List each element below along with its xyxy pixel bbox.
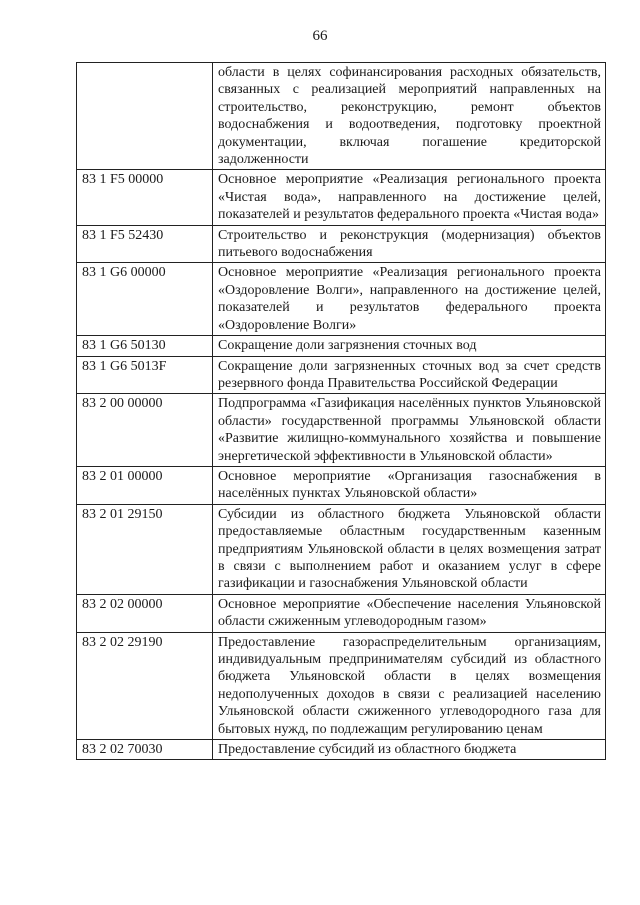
table-row xyxy=(77,504,606,594)
description-cell: Основное мероприятие «Обеспечение населения Ульяновской области сжиженным углеводородным газом» xyxy=(213,594,606,632)
table-row xyxy=(77,356,606,394)
description-cell: Сокращение доли загрязнения сточных вод xyxy=(213,336,606,356)
table-row xyxy=(77,63,606,170)
description-cell: Субсидии из областного бюджета Ульяновской области предоставляемые областным государственным казенным предприятиям Ульяновской области в целях возмещения затрат в связи с выполнением работ и оказанием услуг в сфере газификации и газоснабжения Ульяновской области xyxy=(213,504,606,594)
code-cell: 83 2 01 29150 xyxy=(77,504,213,594)
table-row xyxy=(77,225,606,263)
description-cell: Подпрограмма «Газификация населённых пунктов Ульяновской области» государственной программы Ульяновской области «Развитие жилищно-коммунального хозяйства и повышение энергетической эффективности в Ульяновской области» xyxy=(213,394,606,467)
table-row xyxy=(77,394,606,467)
code-cell: 83 2 01 00000 xyxy=(77,466,213,504)
code-cell: 83 1 G6 5013F xyxy=(77,356,213,394)
table-row xyxy=(77,263,606,336)
description-cell: Сокращение доли загрязненных сточных вод за счет средств резервного фонда Правительства Российской Федерации xyxy=(213,356,606,394)
table-row xyxy=(77,466,606,504)
description-cell: области в целях софинансирования расходных обязательств, связанных с реализацией мероприятий направленных на строительство, реконструкцию, ремонт объектов водоснабжения и водоотведения, подготовку проектной документации, включая погашение кредиторской задолженности xyxy=(213,63,606,170)
code-cell: 83 1 F5 52430 xyxy=(77,225,213,263)
table-row xyxy=(77,336,606,356)
code-cell: 83 1 G6 50130 xyxy=(77,336,213,356)
table-row xyxy=(77,740,606,760)
description-cell: Основное мероприятие «Реализация регионального проекта «Оздоровление Волги», направленного на достижение целей, показателей и результатов федерального проекта «Оздоровление Волги» xyxy=(213,263,606,336)
code-cell: 83 2 02 00000 xyxy=(77,594,213,632)
description-cell: Строительство и реконструкция (модернизация) объектов питьевого водоснабжения xyxy=(213,225,606,263)
table-body xyxy=(77,63,606,760)
table-row xyxy=(77,632,606,739)
description-cell: Предоставление субсидий из областного бюджета xyxy=(213,740,606,760)
description-cell: Основное мероприятие «Организация газоснабжения в населённых пунктах Ульяновской области» xyxy=(213,466,606,504)
page-number: 66 xyxy=(312,28,328,44)
code-cell xyxy=(77,63,213,170)
table-row xyxy=(77,170,606,225)
code-cell: 83 2 02 70030 xyxy=(77,740,213,760)
code-cell: 83 1 G6 00000 xyxy=(77,263,213,336)
description-cell: Основное мероприятие «Реализация регионального проекта «Чистая вода», направленного на достижение целей, показателей и результатов федерального проекта «Чистая вода» xyxy=(213,170,606,225)
code-cell: 83 2 02 29190 xyxy=(77,632,213,739)
code-cell: 83 2 00 00000 xyxy=(77,394,213,467)
code-cell: 83 1 F5 00000 xyxy=(77,170,213,225)
table-row xyxy=(77,594,606,632)
budget-classification-table xyxy=(76,62,606,760)
description-cell: Предоставление газораспределительным организациям, индивидуальным предпринимателям субсидий из областного бюджета Ульяновской области в целях возмещения недополученных доходов в связи с реализацией населению Ульяновской области сжиженного углеводородного газа для бытовых нужд, по подлежащим регулированию ценам xyxy=(213,632,606,739)
